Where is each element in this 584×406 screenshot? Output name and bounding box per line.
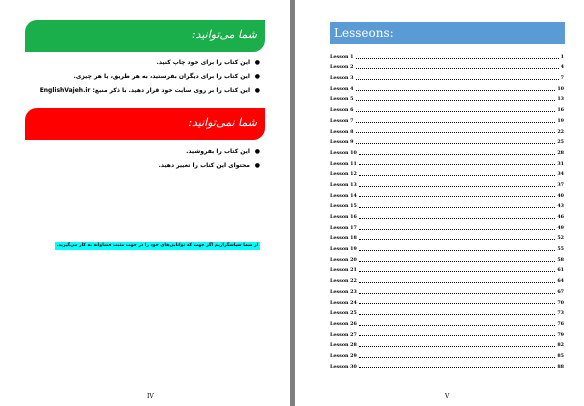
toc-entry[interactable] [330,156,564,167]
toc-leader-dots [359,303,555,304]
toc-entry-label: Lesson 30 [330,363,357,370]
toc-leader-dots [359,175,555,176]
toc-entry[interactable] [330,220,564,231]
toc-leader-dots [359,154,555,155]
bullet-icon: ● [254,73,260,80]
toc-entry-label: Lesson 17 [330,224,357,231]
list-item [30,147,260,161]
list-item-text: این کتاب را برای خود چاپ کنید. [156,59,250,66]
toc-entry[interactable] [330,102,564,113]
toc-entry-page: 13 [557,96,564,103]
toc-entry-page: 40 [557,192,564,199]
toc-leader-dots [356,122,556,123]
toc-leader-dots [356,79,559,80]
toc-leader-dots [359,229,555,230]
toc-entry[interactable] [330,113,564,124]
list-item-text: این کتاب را بر روی سایت خود قرار دهید. با ذکر منبع: EnglishVajeh.ir [39,87,250,94]
bullet-icon: ● [254,87,260,94]
toc-entry-label: Lesson 27 [330,331,357,338]
toc-entry[interactable] [330,327,564,338]
toc-entry[interactable] [330,295,564,306]
toc-entry[interactable] [330,284,564,295]
toc-entry-label: Lesson 21 [330,267,357,274]
toc-entry[interactable] [330,209,564,220]
list-item [30,86,260,100]
toc-entry-page: 52 [557,235,564,242]
toc-entry-page: 22 [557,128,564,135]
page-number: IV [147,393,154,400]
toc-entry-page: 34 [557,171,564,178]
toc-entry-label: Lesson 9 [330,139,354,146]
toc-entry[interactable] [330,241,564,252]
table-of-contents [330,49,564,370]
cannot-banner: شما نمی‌توانید: [25,108,265,140]
list-item [30,161,260,175]
toc-entry[interactable] [330,348,564,359]
toc-entry-page: 19 [557,117,564,124]
toc-leader-dots [359,164,555,165]
toc-entry-label: Lesson 10 [330,149,357,156]
list-item [30,72,260,86]
toc-entry[interactable] [330,231,564,242]
left-page [0,0,290,406]
list-item [30,58,260,72]
toc-leader-dots [356,90,556,91]
toc-entry-page: 49 [557,224,564,231]
toc-entry-page: 28 [557,149,564,156]
toc-entry-label: Lesson 12 [330,171,357,178]
toc-leader-dots [359,282,555,283]
toc-entry-page: 85 [557,352,564,359]
toc-entry[interactable] [330,135,564,146]
can-list [30,58,260,100]
toc-entry[interactable] [330,273,564,284]
toc-entry[interactable] [330,92,564,103]
toc-entry-page: 1 [560,53,564,60]
toc-entry-page: 58 [557,256,564,263]
toc-entry-page: 82 [557,342,564,349]
toc-leader-dots [356,68,559,69]
toc-entry-label: Lesson 8 [330,128,354,135]
bullet-icon: ● [254,59,260,66]
list-item-text: این کتاب را برای دیگران بفرستید، به هر طریق، یا هر چیزی. [73,73,250,80]
toc-entry[interactable] [330,81,564,92]
toc-entry[interactable] [330,359,564,370]
toc-entry-label: Lesson 7 [330,117,354,124]
can-banner: شما می‌توانید: [25,20,265,52]
toc-entry-page: 79 [557,331,564,338]
toc-leader-dots [359,196,555,197]
toc-entry-label: Lesson 4 [330,85,354,92]
toc-leader-dots [356,111,556,112]
toc-leader-dots [359,186,555,187]
toc-entry-label: Lesson 19 [330,246,357,253]
toc-entry[interactable] [330,145,564,156]
toc-leader-dots [359,346,555,347]
toc-leader-dots [359,325,555,326]
toc-entry-label: Lesson 22 [330,278,357,285]
toc-entry-label: Lesson 15 [330,203,357,210]
highlighted-note: از شما سپاسگزاریم اگر جهت که توانایی‌های خود را در جهت مثبت فشاوانه به کار می‌گیرید. [56,243,259,248]
toc-entry-page: 4 [560,64,564,71]
toc-entry-page: 43 [557,203,564,210]
toc-entry[interactable] [330,316,564,327]
toc-entry-label: Lesson 25 [330,310,357,317]
toc-entry[interactable] [330,188,564,199]
toc-entry-label: Lesson 5 [330,96,354,103]
toc-leader-dots [356,132,556,133]
toc-entry-page: 46 [557,214,564,220]
toc-entry[interactable] [330,167,564,178]
right-page [295,0,584,406]
toc-entry-page: 55 [557,246,564,253]
toc-entry-label: Lesson 16 [330,214,357,220]
toc-entry-page: 61 [557,267,564,274]
toc-entry-label: Lesson 1 [330,53,354,60]
toc-leader-dots [359,335,555,336]
toc-entry-page: 10 [557,85,564,92]
toc-leader-dots [356,58,559,59]
toc-entry[interactable] [330,263,564,274]
bullet-icon: ● [254,148,260,155]
toc-leader-dots [359,218,555,219]
toc-leader-dots [359,271,555,272]
toc-entry-label: Lesson 24 [330,299,357,306]
bullet-icon: ● [254,162,260,169]
toc-leader-dots [359,314,555,315]
toc-leader-dots [359,367,555,368]
toc-entry[interactable] [330,49,564,60]
toc-entry-label: Lesson 18 [330,235,357,242]
toc-entry-page: 70 [557,299,564,306]
toc-leader-dots [356,143,556,144]
toc-entry[interactable] [330,338,564,349]
toc-entry-label: Lesson 3 [330,75,354,82]
toc-entry[interactable] [330,177,564,188]
toc-leader-dots [359,357,555,358]
list-item-text: این کتاب را بفروشید. [186,148,250,155]
toc-entry-label: Lesson 26 [330,320,357,327]
toc-entry-page: 16 [557,107,564,114]
toc-entry-label: Lesson 29 [330,352,357,359]
toc-entry-label: Lesson 11 [330,160,357,167]
cannot-list [30,147,260,175]
toc-entry[interactable] [330,199,564,210]
toc-entry-page: 88 [557,363,564,370]
toc-entry-label: Lesson 2 [330,64,354,71]
page-number: V [445,393,450,400]
toc-entry[interactable] [330,124,564,135]
toc-entry-page: 76 [557,320,564,327]
toc-entry-label: Lesson 20 [330,256,357,263]
toc-leader-dots [359,239,555,240]
toc-leader-dots [359,250,555,251]
toc-entry-label: Lesson 13 [330,181,357,188]
toc-entry-page: 37 [557,181,564,188]
toc-entry-page: 31 [557,160,564,167]
toc-entry-page: 7 [560,75,564,82]
toc-entry-page: 67 [557,288,564,295]
toc-entry-label: Lesson 14 [330,192,357,199]
toc-entry-page: 64 [557,278,564,285]
toc-leader-dots [359,207,555,208]
toc-entry[interactable] [330,60,564,71]
toc-entry-label: Lesson 23 [330,288,357,295]
toc-leader-dots [356,100,556,101]
toc-entry[interactable] [330,70,564,81]
list-item-text: محتوای این کتاب را تغییر دهید. [158,162,250,169]
toc-entry[interactable] [330,252,564,263]
toc-entry-label: Lesson 6 [330,107,354,114]
toc-entry-page: 25 [557,139,564,146]
toc-entry[interactable] [330,306,564,317]
toc-leader-dots [359,293,555,294]
toc-leader-dots [359,261,555,262]
toc-title: Lesseons: [330,22,565,44]
toc-entry-label: Lesson 28 [330,342,357,349]
toc-entry-page: 73 [557,310,564,317]
